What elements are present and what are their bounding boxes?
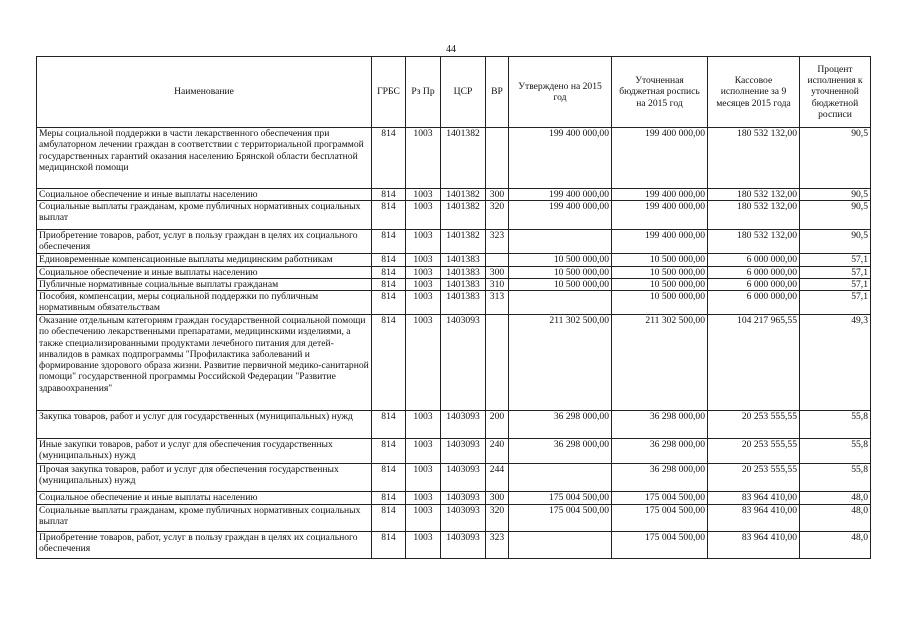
row-4-rzpr: 1003 <box>405 253 441 267</box>
header-name: Наименование <box>36 56 372 128</box>
row-5-cash: 6 000 000,00 <box>707 266 800 279</box>
row-8-refined: 211 302 500,00 <box>611 314 708 411</box>
row-7-name: Пособия, компенсации, меры социальной поддержки по публичным нормативным обязательствам <box>36 290 372 315</box>
row-8-grbs: 814 <box>371 314 406 411</box>
row-13-name: Социальные выплаты гражданам, кроме публичных нормативных социальных выплат <box>36 504 372 532</box>
row-4-grbs: 814 <box>371 253 406 267</box>
row-1-rzpr: 1003 <box>405 188 441 201</box>
row-12-grbs: 814 <box>371 491 406 505</box>
row-5-grbs: 814 <box>371 266 406 279</box>
header-approved: Утверждено на 2015 год <box>508 56 612 128</box>
row-9-cash: 20 253 555,55 <box>707 410 800 439</box>
row-1-name: Социальное обеспечение и иные выплаты населению <box>36 188 372 201</box>
header-rzpr: Рз Пр <box>405 56 441 128</box>
row-11-percent: 55,8 <box>799 463 871 492</box>
row-4-percent: 57,1 <box>799 253 871 267</box>
row-7-grbs: 814 <box>371 290 406 315</box>
row-4-name: Единовременные компенсационные выплаты медицинским работникам <box>36 253 372 267</box>
row-4-csr: 1401383 <box>440 253 486 267</box>
row-6-grbs: 814 <box>371 278 406 291</box>
row-9-grbs: 814 <box>371 410 406 439</box>
row-3-cash: 180 532 132,00 <box>707 229 800 254</box>
row-2-name: Социальные выплаты гражданам, кроме публичных нормативных социальных выплат <box>36 200 372 230</box>
row-0-approved: 199 400 000,00 <box>508 127 612 189</box>
row-0-rzpr: 1003 <box>405 127 441 189</box>
row-13-percent: 48,0 <box>799 504 871 532</box>
row-12-cash: 83 964 410,00 <box>707 491 800 505</box>
row-4-refined: 10 500 000,00 <box>611 253 708 267</box>
row-14-name: Приобретение товаров, работ, услуг в пользу граждан в целях их социального обеспечения <box>36 531 372 559</box>
row-13-csr: 1403093 <box>440 504 486 532</box>
row-6-csr: 1401383 <box>440 278 486 291</box>
page-number: 44 <box>446 44 456 55</box>
row-7-percent: 57,1 <box>799 290 871 315</box>
row-11-refined: 36 298 000,00 <box>611 463 708 492</box>
row-8-rzpr: 1003 <box>405 314 441 411</box>
row-0-vr <box>485 127 509 189</box>
row-14-csr: 1403093 <box>440 531 486 559</box>
row-12-csr: 1403093 <box>440 491 486 505</box>
row-3-name: Приобретение товаров, работ, услуг в пользу граждан в целях их социального обеспечения <box>36 229 372 254</box>
row-5-percent: 57,1 <box>799 266 871 279</box>
row-10-grbs: 814 <box>371 438 406 464</box>
row-9-rzpr: 1003 <box>405 410 441 439</box>
row-2-percent: 90,5 <box>799 200 871 230</box>
row-11-vr: 244 <box>485 463 509 492</box>
row-14-percent: 48,0 <box>799 531 871 559</box>
row-14-approved <box>508 531 612 559</box>
row-0-refined: 199 400 000,00 <box>611 127 708 189</box>
row-7-approved <box>508 290 612 315</box>
row-3-refined: 199 400 000,00 <box>611 229 708 254</box>
row-10-rzpr: 1003 <box>405 438 441 464</box>
row-1-approved: 199 400 000,00 <box>508 188 612 201</box>
row-3-grbs: 814 <box>371 229 406 254</box>
header-cash: Кассовое исполнение за 9 месяцев 2015 года <box>707 56 800 128</box>
row-5-name: Социальное обеспечение и иные выплаты населению <box>36 266 372 279</box>
row-9-csr: 1403093 <box>440 410 486 439</box>
header-csr: ЦСР <box>440 56 486 128</box>
row-10-percent: 55,8 <box>799 438 871 464</box>
row-13-approved: 175 004 500,00 <box>508 504 612 532</box>
row-11-grbs: 814 <box>371 463 406 492</box>
row-10-approved: 36 298 000,00 <box>508 438 612 464</box>
row-2-cash: 180 532 132,00 <box>707 200 800 230</box>
row-11-csr: 1403093 <box>440 463 486 492</box>
row-9-vr: 200 <box>485 410 509 439</box>
row-8-cash: 104 217 965,55 <box>707 314 800 411</box>
row-5-refined: 10 500 000,00 <box>611 266 708 279</box>
row-13-rzpr: 1003 <box>405 504 441 532</box>
row-12-vr: 300 <box>485 491 509 505</box>
row-14-grbs: 814 <box>371 531 406 559</box>
row-1-vr: 300 <box>485 188 509 201</box>
row-5-csr: 1401383 <box>440 266 486 279</box>
row-5-rzpr: 1003 <box>405 266 441 279</box>
row-3-approved <box>508 229 612 254</box>
row-11-rzpr: 1003 <box>405 463 441 492</box>
row-2-vr: 320 <box>485 200 509 230</box>
header-refined: Уточненная бюджетная роспись на 2015 год <box>611 56 708 128</box>
row-7-csr: 1401383 <box>440 290 486 315</box>
row-7-cash: 6 000 000,00 <box>707 290 800 315</box>
row-1-csr: 1401382 <box>440 188 486 201</box>
row-1-grbs: 814 <box>371 188 406 201</box>
row-3-csr: 1401382 <box>440 229 486 254</box>
row-2-refined: 199 400 000,00 <box>611 200 708 230</box>
row-6-cash: 6 000 000,00 <box>707 278 800 291</box>
row-0-name: Меры социальной поддержки в части лекарственного обеспечения при амбулаторном лечении граждан в соответствии с территориальной программой государственных гарантий оказания населению Брянской области бесплатной медицинской помощи <box>36 127 372 189</box>
row-9-refined: 36 298 000,00 <box>611 410 708 439</box>
row-6-percent: 57,1 <box>799 278 871 291</box>
row-6-refined: 10 500 000,00 <box>611 278 708 291</box>
row-13-vr: 320 <box>485 504 509 532</box>
row-14-vr: 323 <box>485 531 509 559</box>
row-10-cash: 20 253 555,55 <box>707 438 800 464</box>
row-14-refined: 175 004 500,00 <box>611 531 708 559</box>
row-11-approved <box>508 463 612 492</box>
row-13-refined: 175 004 500,00 <box>611 504 708 532</box>
row-12-rzpr: 1003 <box>405 491 441 505</box>
row-7-refined: 10 500 000,00 <box>611 290 708 315</box>
row-7-rzpr: 1003 <box>405 290 441 315</box>
row-3-percent: 90,5 <box>799 229 871 254</box>
row-3-rzpr: 1003 <box>405 229 441 254</box>
row-10-csr: 1403093 <box>440 438 486 464</box>
row-9-name: Закупка товаров, работ и услуг для государственных (муниципальных) нужд <box>36 410 372 439</box>
row-9-approved: 36 298 000,00 <box>508 410 612 439</box>
row-1-percent: 90,5 <box>799 188 871 201</box>
row-4-vr <box>485 253 509 267</box>
row-8-csr: 1403093 <box>440 314 486 411</box>
row-8-percent: 49,3 <box>799 314 871 411</box>
row-5-approved: 10 500 000,00 <box>508 266 612 279</box>
row-11-cash: 20 253 555,55 <box>707 463 800 492</box>
row-10-refined: 36 298 000,00 <box>611 438 708 464</box>
row-1-cash: 180 532 132,00 <box>707 188 800 201</box>
row-6-name: Публичные нормативные социальные выплаты гражданам <box>36 278 372 291</box>
row-12-percent: 48,0 <box>799 491 871 505</box>
row-10-name: Иные закупки товаров, работ и услуг для обеспечения государственных (муниципальных) нужд <box>36 438 372 464</box>
row-11-name: Прочая закупка товаров, работ и услуг для обеспечения государственных (муниципальных) нужд <box>36 463 372 492</box>
row-5-vr: 300 <box>485 266 509 279</box>
row-0-grbs: 814 <box>371 127 406 189</box>
row-4-approved: 10 500 000,00 <box>508 253 612 267</box>
header-vr: ВР <box>485 56 509 128</box>
row-13-cash: 83 964 410,00 <box>707 504 800 532</box>
row-6-rzpr: 1003 <box>405 278 441 291</box>
row-3-vr: 323 <box>485 229 509 254</box>
row-2-grbs: 814 <box>371 200 406 230</box>
row-1-refined: 199 400 000,00 <box>611 188 708 201</box>
row-0-percent: 90,5 <box>799 127 871 189</box>
row-14-cash: 83 964 410,00 <box>707 531 800 559</box>
row-12-refined: 175 004 500,00 <box>611 491 708 505</box>
row-8-approved: 211 302 500,00 <box>508 314 612 411</box>
row-10-vr: 240 <box>485 438 509 464</box>
row-2-csr: 1401382 <box>440 200 486 230</box>
row-14-rzpr: 1003 <box>405 531 441 559</box>
row-8-vr <box>485 314 509 411</box>
row-0-cash: 180 532 132,00 <box>707 127 800 189</box>
row-4-cash: 6 000 000,00 <box>707 253 800 267</box>
row-2-approved: 199 400 000,00 <box>508 200 612 230</box>
header-percent: Процент исполнения к уточненной бюджетной росписи <box>799 56 871 128</box>
row-12-name: Социальное обеспечение и иные выплаты населению <box>36 491 372 505</box>
header-grbs: ГРБС <box>371 56 406 128</box>
row-2-rzpr: 1003 <box>405 200 441 230</box>
row-13-grbs: 814 <box>371 504 406 532</box>
row-0-csr: 1401382 <box>440 127 486 189</box>
row-6-approved: 10 500 000,00 <box>508 278 612 291</box>
row-7-vr: 313 <box>485 290 509 315</box>
row-6-vr: 310 <box>485 278 509 291</box>
row-12-approved: 175 004 500,00 <box>508 491 612 505</box>
row-8-name: Оказание отдельным категориям граждан государственной социальной помощи по обеспечению лекарственными препаратами, медицинскими изделиями, а также специализированными продуктами лечебного питания для детей-инвалидов в рамках подпрограммы "Профилактика заболеваний и формирование здорового образа жизни. Развитие первичной медико-санитарной помощи" государственной программы Российской Федерации "Развитие здравоохранения" <box>36 314 372 411</box>
row-9-percent: 55,8 <box>799 410 871 439</box>
